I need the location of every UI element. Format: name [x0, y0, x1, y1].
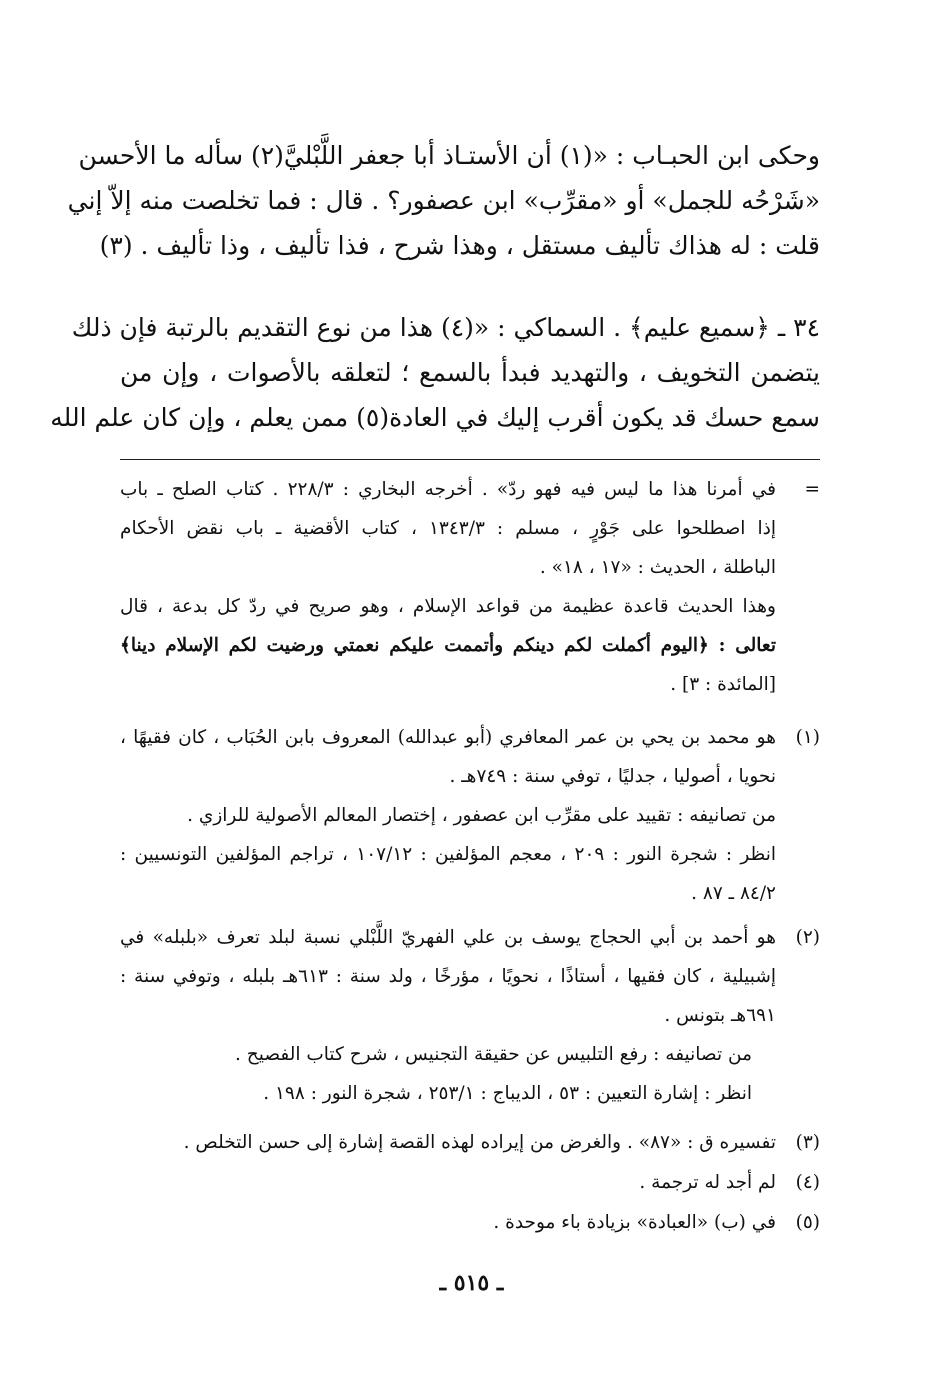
- main-line: سمع حسك قد يكون أقرب إليك في العادة(٥) ممن يعلم ، وإن كان علم الله: [50, 403, 820, 432]
- footnote-separator: [120, 459, 820, 460]
- footnote-line: هو أحمد بن أبي الحجاج يوسف بن علي الفهريّ اللَّبْلي نسبة لبلد تعرف «بلبله» في: [120, 927, 776, 948]
- footnote-3: [120, 1123, 820, 1162]
- footnote-line: إذا اصطلحوا على جَوْرٍ ، مسلم : ١٣٤٣/٣ ، كتاب الأقضية ـ باب نقض الأحكام: [120, 518, 776, 539]
- footnote-line: الباطلة ، الحديث : «١٧ ، ١٨» .: [539, 557, 776, 578]
- footnote-line: في (ب) «العبادة» بزيادة باء موحدة .: [493, 1212, 776, 1233]
- footnote-marker: (١): [795, 727, 820, 748]
- footnote-marker: (٣): [795, 1132, 820, 1153]
- footnote-marker: (٥): [795, 1212, 820, 1233]
- footnote-line: تعالى : ﴿اليوم أكملت لكم دينكم وأتممت عليكم نعمتي ورضيت لكم الإسلام دينا﴾: [120, 635, 776, 656]
- footnote-line: [المائدة : ٣] .: [670, 674, 776, 695]
- footnote-1: [120, 718, 820, 913]
- footnote-continuation: [120, 470, 820, 704]
- footnote-marker: (٤): [795, 1172, 820, 1193]
- footnote-line: ٨٤/٢ ـ ٨٧ .: [691, 883, 776, 904]
- footnote-line: انظر : إشارة التعيين : ٥٣ ، الديباج : ٢٥٣/١ ، شجرة النور : ١٩٨ .: [263, 1083, 752, 1104]
- footnote-line: لم أجد له ترجمة .: [639, 1172, 776, 1193]
- footnote-2: [120, 918, 820, 1113]
- footnote-line: وهذا الحديث قاعدة عظيمة من قواعد الإسلام ، وهو صريح في ردّ كل بدعة ، قال: [120, 596, 776, 617]
- footnote-line: انظر : شجرة النور : ٢٠٩ ، معجم المؤلفين : ١٠٧/١٢ ، تراجم المؤلفين التونسيين :: [120, 844, 777, 865]
- footnote-line: هو محمد بن يحي بن عمر المعافري (أبو عبدالله) المعروف بابن الحُبَاب ، كان فقيهًا ،: [120, 727, 776, 748]
- main-line: يتضمن التخويف ، والتهديد فبدأ بالسمع ؛ لتعلقه بالأصوات ، وإن من: [120, 358, 820, 387]
- footnote-line: إشبيلية ، كان فقيها ، أستاذًا ، نحويًا ، مؤرخًا ، ولد سنة : ٦١٣هـ بلبله ، وتوفي سنة :: [120, 966, 776, 987]
- footnote-4: [120, 1163, 820, 1202]
- page-number: ـ ٥١٥ ـ: [439, 1270, 504, 1296]
- footnote-marker: (٢): [795, 927, 820, 948]
- footnote-line: من تصانيفه : رفع التلبيس عن حقيقة التجنيس ، شرح كتاب الفصيح .: [235, 1044, 752, 1065]
- footnote-line: من تصانيفه : تقييد على مقرِّب ابن عصفور ، إختصار المعالم الأصولية للرازي .: [187, 805, 776, 826]
- footnote-line: ٦٩١هـ بتونس .: [664, 1005, 776, 1026]
- main-paragraph-2: [50, 305, 820, 440]
- main-line: قلت : له هذاك تأليف مستقل ، وهذا شرح ، فذا تأليف ، وذا تأليف . (٣): [99, 231, 820, 260]
- main-line: ٣٤ ـ ﴿سميع عليم﴾ . السماكي : «(٤) هذا من نوع التقديم بالرتبة فإن ذلك: [71, 313, 820, 342]
- footnote-line: في أمرنا هذا ما ليس فيه فهو ردّ» . أخرجه البخاري : ٢٢٨/٣ . كتاب الصلح ـ باب: [120, 479, 777, 500]
- main-line: «شَرْحُه للجمل» أو «مقرِّب» ابن عصفور؟ . قال : فما تخلصت منه إلاّ إني: [67, 186, 820, 215]
- footnote-line: نحويا ، أصوليا ، جدليًا ، توفي سنة : ٧٤٩هـ .: [449, 766, 776, 787]
- footnote-5: [120, 1203, 820, 1242]
- footnote-marker: =: [804, 479, 820, 500]
- footnote-line: تفسيره ق : «٨٧» . والغرض من إيراده لهذه القصة إشارة إلى حسن التخلص .: [183, 1132, 776, 1153]
- main-line: وحكى ابن الحبـاب : «(١) أن الأستـاذ أبا جعفر اللَّبْليَّ(٢) سأله ما الأحسن: [78, 141, 820, 170]
- main-paragraph-1: [67, 133, 820, 268]
